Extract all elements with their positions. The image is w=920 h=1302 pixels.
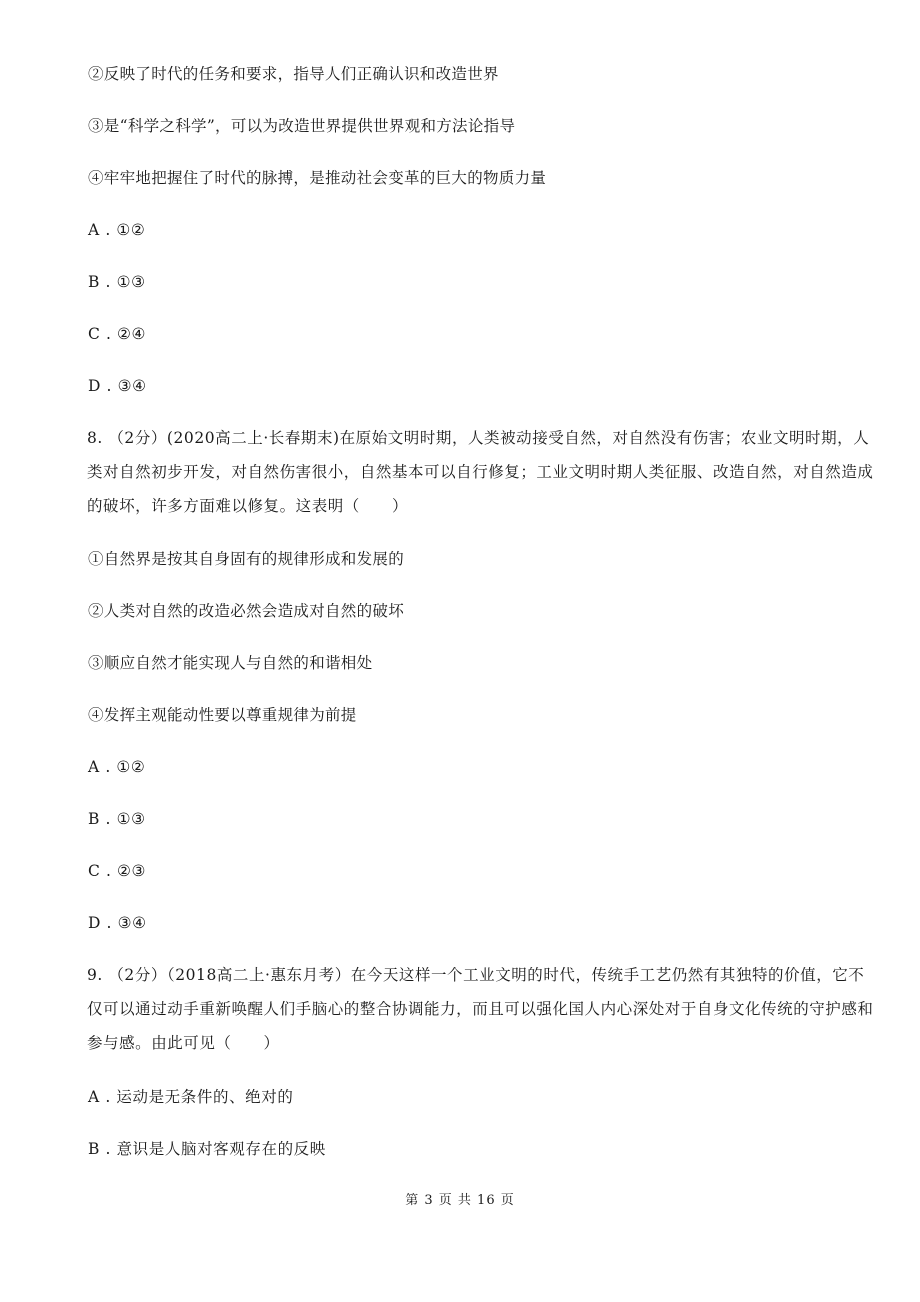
q9-stem-text: 9. （2分）（2018高二上·惠东月考）在今天这样一个工业文明的时代，传统手工艺仍然有其独特的价值，它不仅可以通过动手重新唤醒人们手脑心的整合协调能力，而且可以强化国人内心深处对于自身文化传统的守护感和参与感。由此可见（ ） — [87, 966, 874, 1052]
q8-option-a: A . ①② — [88, 758, 146, 776]
q8-stem-text: 8. （2分）(2020高二上·长春期末)在原始文明时期，人类被动接受自然，对自然没有伤害；农业文明时期，人类对自然初步开发，对自然伤害很小，自然基本可以自行修复；工业文明时期人类征服、改造自然，对自然造成的破坏，许多方面难以修复。这表明（ ） — [87, 429, 874, 515]
q7-item-3: ③是“科学之科学”，可以为改造世界提供世界观和方法论指导 — [88, 117, 516, 135]
q8-item-1: ①自然界是按其自身固有的规律形成和发展的 — [88, 550, 405, 568]
q8-option-c: C . ②③ — [88, 862, 147, 880]
q7-option-c: C . ②④ — [88, 325, 147, 343]
q8-item-2: ②人类对自然的改造必然会造成对自然的破坏 — [88, 602, 405, 620]
q8-option-d: D . ③④ — [88, 914, 147, 932]
q7-option-b: B . ①③ — [88, 273, 146, 291]
q7-item-2: ②反映了时代的任务和要求，指导人们正确认识和改造世界 — [88, 65, 499, 83]
q8-item-3: ③顺应自然才能实现人与自然的和谐相处 — [88, 654, 373, 672]
q7-item-4: ④牢牢地把握住了时代的脉搏，是推动社会变革的巨大的物质力量 — [88, 169, 547, 187]
q8-stem — [55, 421, 875, 523]
q8-item-4: ④发挥主观能动性要以尊重规律为前提 — [88, 706, 357, 724]
q7-option-d: D . ③④ — [88, 377, 147, 395]
q9-stem — [55, 958, 875, 1060]
q7-option-a: A . ①② — [88, 221, 146, 239]
q8-option-b: B . ①③ — [88, 810, 146, 828]
page-footer: 第 3 页 共 16 页 — [405, 1193, 515, 1208]
q9-option-b: B . 意识是人脑对客观存在的反映 — [88, 1140, 326, 1158]
q9-option-a: A . 运动是无条件的、绝对的 — [88, 1088, 294, 1106]
